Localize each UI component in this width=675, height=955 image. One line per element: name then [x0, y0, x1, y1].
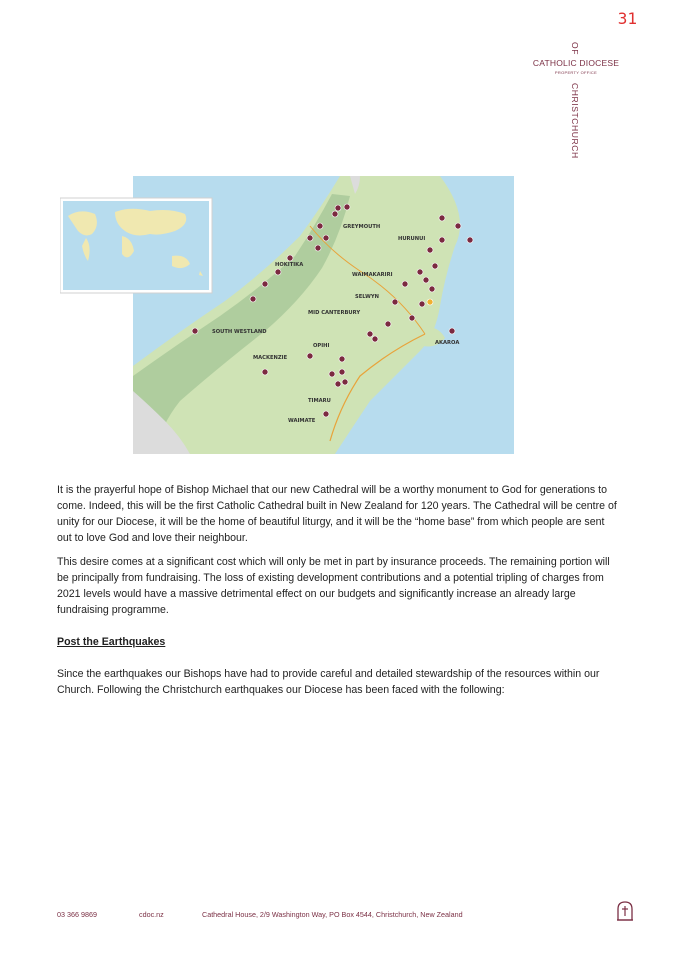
footer-address: Cathedral House, 2/9 Washington Way, PO Box 4544, Christchurch, New Zealand — [202, 910, 463, 919]
region-label: WAIMATE — [288, 418, 316, 424]
region-label: AKAROA — [435, 340, 460, 346]
page-number: 31 — [617, 9, 637, 28]
region-label: SELWYN — [355, 294, 380, 300]
parish-marker — [439, 215, 445, 221]
diocese-map — [60, 176, 515, 454]
paragraph: It is the prayerful hope of Bishop Michael that our new Cathedral will be a worthy monument to God for generations to come. Indeed, this will be the first Catholic Cathedral built in New Zealand for 120 years. The Cathedral will be centre of unity for our Diocese, it will be the home of beautiful liturgy, and it will be the “home base” from which people are sent out to love God and love their neighbour. — [57, 484, 617, 544]
parish-marker — [339, 369, 345, 375]
parish-marker — [192, 328, 198, 334]
parish-marker — [419, 301, 425, 307]
paragraph: This desire comes at a significant cost which will only be met in part by insurance proceeds. The remaining portion will be principally from fundraising. The loss of existing development contributions and a potential tripling of charges from 2021 levels would have a massive detrimental effect on our budgets and significantly increase an already large fundraising programme. — [57, 556, 610, 616]
section-heading: Post the Earthquakes — [57, 636, 166, 648]
parish-marker — [429, 286, 435, 292]
parish-marker — [449, 328, 455, 334]
parish-marker — [317, 223, 323, 229]
cathedral-marker — [427, 299, 433, 305]
parish-marker — [307, 353, 313, 359]
parish-marker — [275, 269, 281, 275]
parish-marker — [339, 356, 345, 362]
footer-phone: 03 366 9869 — [57, 910, 97, 919]
logo-subtitle: PROPERTY OFFICE — [554, 70, 598, 75]
parish-marker — [335, 205, 341, 211]
logo-title: CATHOLIC DIOCESE — [532, 58, 620, 68]
diocese-logo — [528, 42, 628, 157]
parish-marker — [385, 321, 391, 327]
region-label: SOUTH WESTLAND — [212, 329, 267, 335]
region-label: HOKITIKA — [275, 262, 304, 268]
parish-marker — [427, 247, 433, 253]
parish-marker — [323, 235, 329, 241]
parish-marker — [262, 281, 268, 287]
footer — [57, 910, 463, 919]
logo-vertical-bottom: CHRISTCHURCH — [570, 83, 580, 159]
region-label: TIMARU — [308, 398, 331, 404]
region-label: OPIHI — [313, 343, 330, 349]
region-label: MACKENZIE — [253, 355, 288, 361]
body-text — [57, 482, 620, 706]
footer-website: cdoc.nz — [139, 910, 164, 919]
parish-marker — [402, 281, 408, 287]
parish-marker — [262, 369, 268, 375]
region-label: GREYMOUTH — [343, 224, 381, 230]
parish-marker — [332, 211, 338, 217]
region-label: MID CANTERBURY — [308, 310, 361, 316]
parish-marker — [307, 235, 313, 241]
parish-marker — [342, 379, 348, 385]
parish-marker — [439, 237, 445, 243]
church-icon — [616, 900, 634, 922]
map-graphic — [60, 176, 515, 454]
parish-marker — [423, 277, 429, 283]
parish-marker — [287, 255, 293, 261]
logo-vertical-top: OF — [570, 42, 580, 56]
parish-marker — [455, 223, 461, 229]
parish-marker — [432, 263, 438, 269]
parish-marker — [344, 204, 350, 210]
region-label: WAIMAKARIRI — [352, 272, 393, 278]
paragraph: Since the earthquakes our Bishops have had to provide careful and detailed stewardship of the resources within our Church. Following the Christchurch earthquakes our Diocese has been faced with the following: — [57, 668, 600, 696]
parish-marker — [335, 381, 341, 387]
parish-marker — [250, 296, 256, 302]
parish-marker — [367, 331, 373, 337]
parish-marker — [372, 336, 378, 342]
parish-marker — [323, 411, 329, 417]
parish-marker — [417, 269, 423, 275]
parish-marker — [409, 315, 415, 321]
parish-marker — [392, 299, 398, 305]
parish-marker — [315, 245, 321, 251]
region-label: HURUNUI — [398, 236, 426, 242]
parish-marker — [467, 237, 473, 243]
parish-marker — [329, 371, 335, 377]
